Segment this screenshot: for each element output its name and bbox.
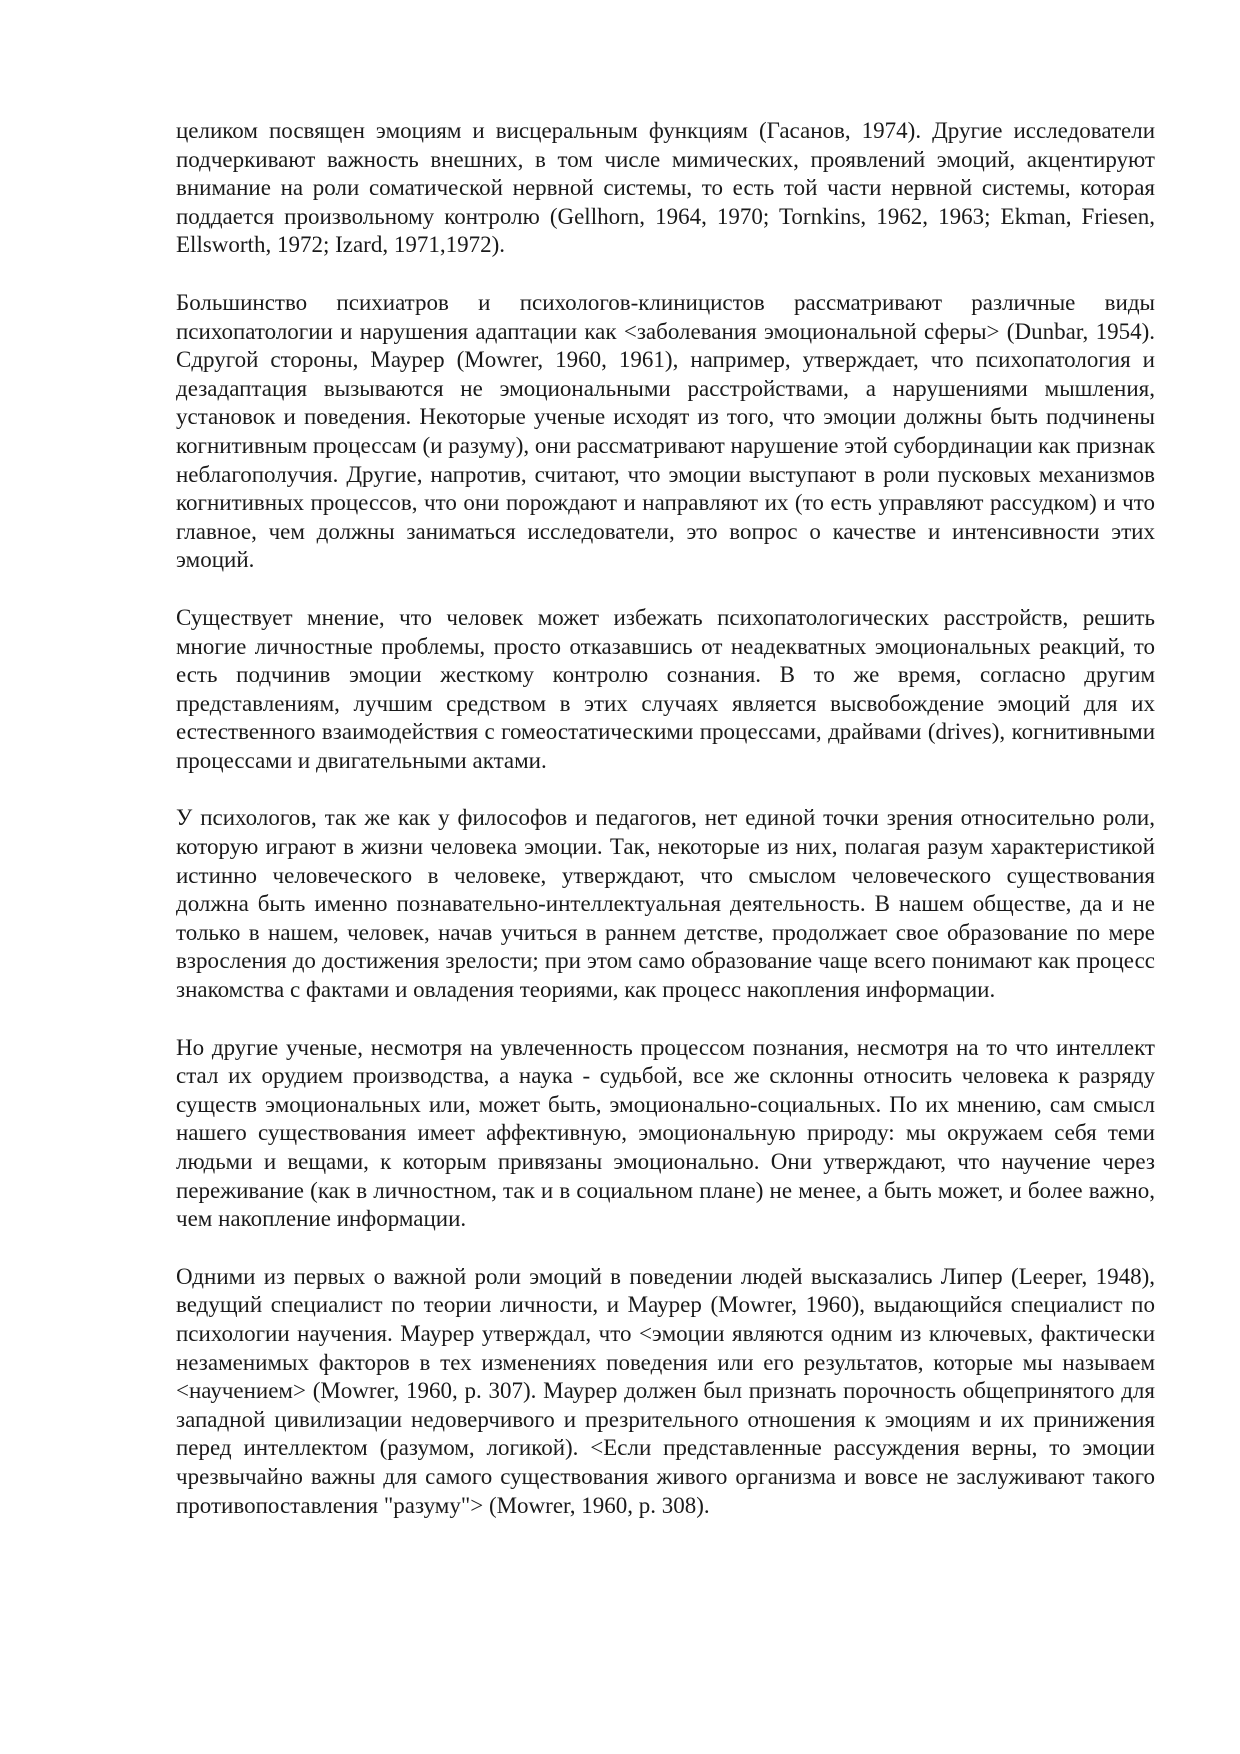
- paragraph-6: Одними из первых о важной роли эмоций в поведении людей высказались Липер (Leeper, 1948), ведущий специалист по теории личности, и Маурер (Mowrer, 1960), выдающийся специалист по психологии научения. Маурер утверждал, что <эмоции являются одним из ключевых, фактически незаменимых факторов в тех изменениях поведения или его результатов, которые мы называем <научением> (Mowrer, 1960, p. 307). Маурер должен был признать порочность общепринятого для западной цивилизации недоверчивого и презрительного отношения к эмоциям и их принижения перед интеллектом (разумом, логикой). <Если представленные рассуждения верны, то эмоции чрезвычайно важны для самого существования живого организма и вовсе не заслуживают такого противопоставления "разуму"> (Mowrer, 1960, p. 308).: [176, 1263, 1155, 1518]
- document-page: [176, 117, 1155, 1520]
- paragraph-2: Большинство психиатров и психологов-клиницистов рассматривают различные виды психопатологии и нарушения адаптации как <заболевания эмоциональной сферы> (Dunbar, 1954). Сдругой стороны, Маурер (Mowrer, 1960, 1961), например, утверждает, что психопатология и дезадаптация вызываются не эмоциональными расстройствами, а нарушениями мышления, установок и поведения. Некоторые ученые исходят из того, что эмоции должны быть подчинены когнитивным процессам (и разуму), они рассматривают нарушение этой субординации как признак неблагополучия. Другие, напротив, считают, что эмоции выступают в роли пусковых механизмов когнитивных процессов, что они порождают и направляют их (то есть управляют рассудком) и что главное, чем должны заниматься исследователи, это вопрос о качестве и интенсивности этих эмоций.: [176, 289, 1155, 573]
- paragraph-3: Существует мнение, что человек может избежать психопатологических расстройств, решить многие личностные проблемы, просто отказавшись от неадекватных эмоциональных реакций, то есть подчинив эмоции жесткому контролю сознания. В то же время, согласно другим представлениям, лучшим средством в этих случаях является высвобождение эмоций для их естественного взаимодействия с гомеостатическими процессами, драйвами (drives), когнитивными процессами и двигательными актами.: [176, 604, 1155, 773]
- paragraph-1: целиком посвящен эмоциям и висцеральным функциям (Гасанов, 1974). Другие исследователи подчеркивают важность внешних, в том числе мимических, проявлений эмоций, акцентируют внимание на роли соматической нервной системы, то есть той части нервной системы, которая поддается произвольному контролю (Gellhorn, 1964, 1970; Tornkins, 1962, 1963; Ekman, Friesen, Ellsworth, 1972; Izard, 1971,1972).: [176, 118, 1155, 258]
- paragraph-4: У психологов, так же как у философов и педагогов, нет единой точки зрения относительно роли, которую играют в жизни человека эмоции. Так, некоторые из них, полагая разум характеристикой истинно человеческого в человеке, утверждают, что смыслом человеческого существования должна быть именно познавательно-интеллектуальная деятельность. В нашем обществе, да и не только в нашем, человек, начав учиться в раннем детстве, продолжает свое образование по мере взросления до достижения зрелости; при этом само образование чаще всего понимают как процесс знакомства с фактами и овладения теориями, как процесс накопления информации.: [176, 805, 1155, 1003]
- paragraph-5: Но другие ученые, несмотря на увлеченность процессом познания, несмотря на то что интеллект стал их орудием производства, а наука - судьбой, все же склонны относить человека к разряду существ эмоциональных или, может быть, эмоционально-социальных. По их мнению, сам смысл нашего существования имеет аффективную, эмоциональную природу: мы окружаем себя теми людьми и вещами, к которым привязаны эмоционально. Они утверждают, что научение через переживание (как в личностном, так и в социальном плане) не менее, а быть может, и более важно, чем накопление информации.: [176, 1034, 1155, 1232]
